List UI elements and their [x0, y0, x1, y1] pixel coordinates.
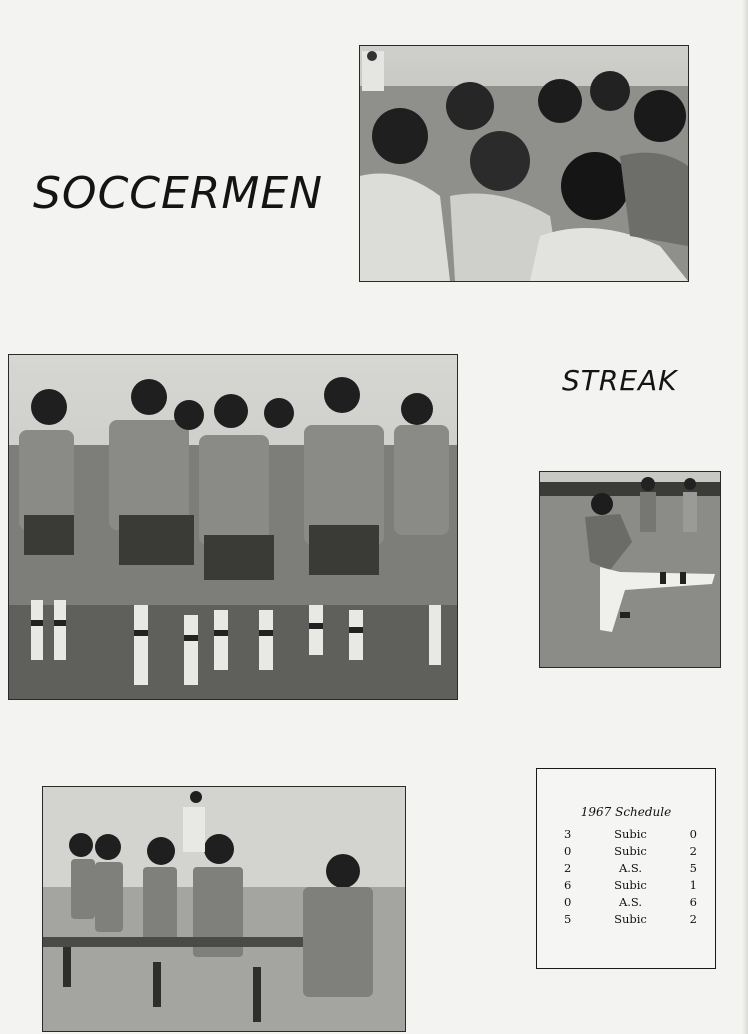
opponent: Subic — [614, 844, 647, 858]
score-them: 5 — [689, 861, 697, 875]
opponent: Subic — [614, 827, 647, 841]
page-subtitle: STREAK — [562, 364, 678, 397]
opponent: Subic — [614, 912, 647, 926]
schedule-row — [564, 843, 697, 860]
score-them: 0 — [689, 827, 697, 841]
schedule-box — [536, 768, 716, 969]
score-us: 5 — [564, 912, 572, 926]
team-huddle-coach-photo — [359, 45, 689, 282]
score-us: 3 — [564, 827, 572, 841]
score-us: 6 — [564, 878, 572, 892]
score-them: 6 — [689, 895, 697, 909]
opponent: A.S. — [618, 895, 643, 909]
schedule-row — [564, 860, 697, 877]
schedule-row — [564, 894, 697, 911]
schedule-table — [564, 826, 697, 928]
score-us: 0 — [564, 844, 572, 858]
page-edge — [742, 0, 748, 1034]
bench-photo — [42, 786, 406, 1032]
schedule-title: 1967 Schedule — [580, 805, 672, 819]
page-title: SOCCERMEN — [33, 168, 324, 219]
opponent: A.S. — [618, 861, 643, 875]
score-us: 2 — [564, 861, 572, 875]
score-us: 0 — [564, 895, 572, 909]
score-them: 2 — [689, 912, 697, 926]
opponent: Subic — [614, 878, 647, 892]
team-group-photo — [8, 354, 458, 700]
schedule-row — [564, 911, 697, 928]
player-kicking-photo — [539, 471, 721, 668]
score-them: 1 — [689, 878, 697, 892]
score-them: 2 — [689, 844, 697, 858]
schedule-row — [564, 826, 697, 843]
schedule-row — [564, 877, 697, 894]
